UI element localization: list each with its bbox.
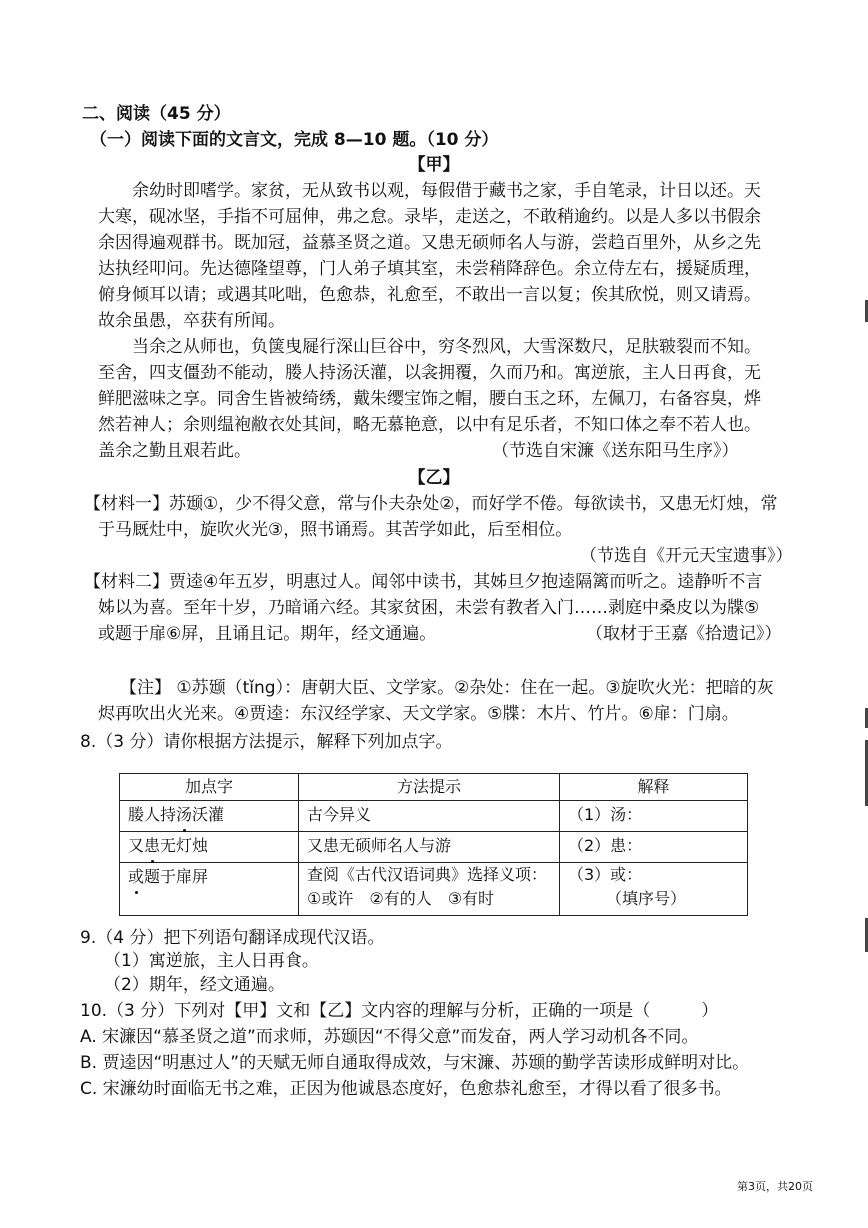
dotted-word-cell	[120, 832, 299, 863]
material2-line: 或题于扉⑥屏，且诵且记。期年，经文通遍。	[98, 624, 437, 644]
q9-stem: 9.（4 分）把下列语句翻译成现代汉语。	[80, 928, 385, 948]
passage-jia-label: 【甲】	[408, 155, 460, 175]
passage-jia-line: 当余之从师也，负箧曳屣行深山巨谷中，穷冬烈风，大雪深数尺，足肤皲裂而不知。	[132, 337, 761, 357]
table-header-row	[120, 774, 748, 801]
section-heading: 二、阅读（45 分）	[82, 104, 231, 124]
table-row	[120, 832, 748, 863]
q10-option[interactable]: A. 宋濂因“慕圣贤之道”而求师，苏颋因“不得父意”而发奋，两人学习动机各不同。	[80, 1027, 699, 1047]
table-row	[120, 863, 748, 916]
hint-cell: 又患无硕师名人与游	[299, 832, 560, 863]
dotted-char: 患	[144, 832, 160, 860]
passage-jia-line: 鲜肥滋味之享。同舍生皆被绮绣，戴朱缨宝饰之帽，腰白玉之环，左佩刀，右备容臭，烨	[98, 389, 761, 409]
material1-source: （节选自《开元天宝遗事》）	[580, 546, 793, 566]
table-header-cell: 加点字	[120, 774, 299, 801]
passage-jia-line: 余幼时即嗜学。家贫，无从致书以观，每假借于藏书之家，手自笔录，计日以还。天	[132, 181, 761, 201]
word-text: 媵人持	[128, 805, 177, 824]
table-row	[120, 801, 748, 832]
table-header-cell: 解释	[560, 774, 748, 801]
page-number: 第3页，共20页	[737, 1180, 813, 1193]
answer-cell[interactable]	[560, 863, 748, 916]
method-table	[119, 773, 748, 916]
material2-source: （取材于王嘉《拾遗记》）	[586, 624, 782, 644]
q9-item: （1）寓逆旅，主人日再食。	[104, 951, 319, 971]
dotted-word-cell	[120, 863, 299, 916]
answer-cell[interactable]: （1）汤：	[560, 801, 748, 832]
word-text: 又	[128, 836, 145, 855]
sub-heading: （一）阅读下面的文言文，完成 8—10 题。（10 分）	[90, 130, 499, 150]
q8-stem: 8.（3 分）请你根据方法提示，解释下列加点字。	[80, 732, 453, 752]
dotted-word-cell	[120, 801, 299, 832]
hint-cell: 古今异义	[299, 801, 560, 832]
notes-line: 【注】 ①苏颋（tǐng）：唐朝大臣、文学家。②杂处：住在一起。③旋吹火光：把暗的灰	[120, 678, 774, 698]
passage-jia-line: 然若神人；余则缊袍敝衣处其间，略无慕艳意，以中有足乐者，不知口体之奉不若人也。	[98, 415, 761, 435]
material2-line: 姊以为喜。至年十岁，乃暗诵六经。其家贫困，未尝有教者入门……剥庭中桑皮以为牒⑤	[98, 598, 760, 618]
answer-text: （3）或：	[568, 865, 643, 884]
passage-jia-line: 故余虽愚，卒获有所闻。	[98, 311, 285, 331]
answer-hint: （填序号）	[606, 889, 687, 908]
passage-yi-label: 【乙】	[408, 468, 460, 488]
hint-options: ①或许 ②有的人 ③有时	[307, 889, 495, 908]
material2-line: 【材料二】贾逵④年五岁，明惠过人。闻邻中读书，其姊旦夕抱逵隔篱而听之。逵静听不言	[84, 572, 763, 592]
q9-item: （2）期年，经文通遍。	[104, 975, 285, 995]
material1-line: 于马厩灶中，旋吹火光③，照书诵焉。其苦学如此，后至相位。	[98, 520, 573, 540]
hint-text: 查阅《古代汉语词典》选择义项：	[307, 865, 548, 884]
word-text: 题于扉屏	[144, 867, 209, 886]
passage-jia-source: （节选自宋濂《送东阳马生序》）	[492, 441, 739, 461]
passage-jia-line: 至舍，四支僵劲不能动，媵人持汤沃灌，以衾拥覆，久而乃和。寓逆旅，主人日再食，无	[98, 363, 761, 383]
dotted-char: 或	[128, 863, 144, 891]
answer-cell[interactable]: （2）患：	[560, 832, 748, 863]
passage-jia-line: 大寒，砚冰坚，手指不可屈伸，弗之怠。录毕，走送之，不敢稍逾约。以是人多以书假余	[98, 207, 761, 227]
passage-jia-line: 俯身倾耳以请；或遇其叱咄，色愈恭，礼愈至，不敢出一言以复；俟其欣悦，则又请焉。	[98, 285, 761, 305]
q10-option[interactable]: C. 宋濂幼时面临无书之难，正因为他诚恳态度好，色愈恭礼愈至，才得以看了很多书。	[80, 1079, 732, 1099]
hint-cell	[299, 863, 560, 916]
word-text: 沃灌	[192, 805, 225, 824]
passage-jia-line: 盖余之勤且艰若此。	[98, 441, 251, 461]
q10-stem: 10.（3 分）下列对【甲】文和【乙】文内容的理解与分析，正确的一项是（ ）	[80, 1001, 719, 1021]
q10-option[interactable]: B. 贾逵因“明惠过人”的天赋无师自通取得成效，与宋濂、苏颋的勤学苦读形成鲜明对比。	[80, 1053, 750, 1073]
dotted-char: 汤	[176, 801, 192, 829]
table-header-cell: 方法提示	[299, 774, 560, 801]
passage-jia-line: 余因得遍观群书。既加冠，益慕圣贤之道。又患无硕师名人与游，尝趋百里外，从乡之先	[98, 233, 761, 253]
word-text: 无灯烛	[160, 836, 209, 855]
passage-jia-line: 达执经叩问。先达德隆望尊，门人弟子填其室，未尝稍降辞色。余立侍左右，援疑质理，	[98, 259, 761, 279]
notes-line: 烬再吹出火光来。④贾逵：东汉经学家、天文学家。⑤牒：木片、竹片。⑥扉：门扇。	[98, 704, 739, 724]
material1-line: 【材料一】苏颋①，少不得父意，常与仆夫杂处②，而好学不倦。每欲读书，又患无灯烛，常	[84, 494, 778, 514]
